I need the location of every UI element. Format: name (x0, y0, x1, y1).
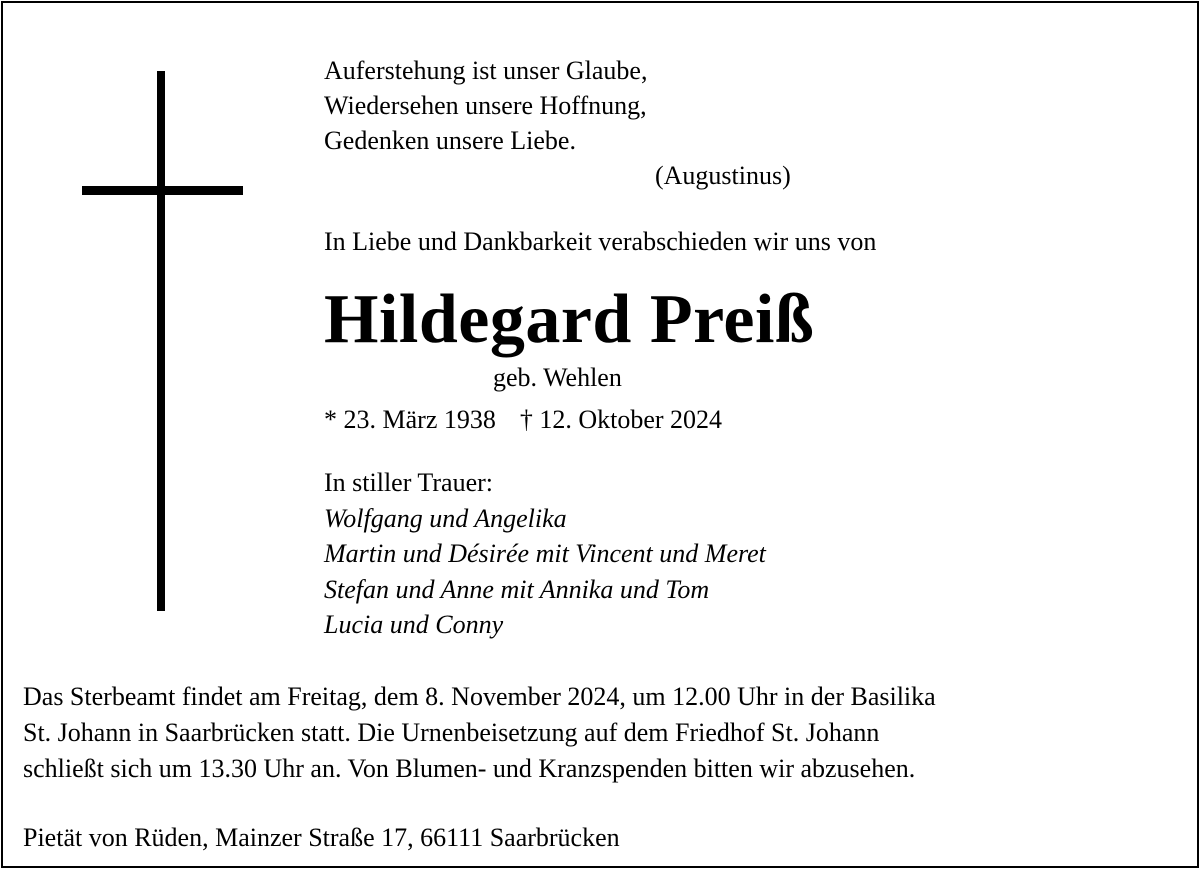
obituary-notice (1, 1, 1199, 868)
quote-attribution: (Augustinus) (655, 161, 791, 190)
cross-vertical-bar (157, 71, 165, 611)
maiden-name: geb. Wehlen (493, 363, 622, 392)
life-dates (324, 403, 722, 437)
funeral-home-address: Pietät von Rüden, Mainzer Straße 17, 66111 Saarbrücken (23, 823, 620, 852)
quote-line: Auferstehung ist unser Glaube, (324, 56, 648, 85)
quote-line: Wiedersehen unsere Hoffnung, (324, 91, 647, 120)
service-line: schließt sich um 13.30 Uhr an. Von Blumen- und Kranzspenden bitten wir abzusehen. (23, 754, 916, 783)
quote (324, 53, 647, 158)
mourner-entry: Lucia und Conny (324, 610, 504, 639)
death-date: † 12. Oktober 2024 (519, 405, 723, 434)
birth-date: * 23. März 1938 (324, 405, 496, 434)
intro-text: In Liebe und Dankbarkeit verabschieden wir uns von (324, 227, 877, 256)
quote-line: Gedenken unsere Liebe. (324, 126, 576, 155)
mourners (324, 465, 766, 643)
cross-horizontal-bar (82, 186, 243, 195)
mourner-entry: Martin und Désirée mit Vincent und Meret (324, 539, 766, 568)
service-line: Das Sterbeamt findet am Freitag, dem 8. November 2024, um 12.00 Uhr in der Basilika (23, 682, 936, 711)
service-information (23, 679, 1183, 787)
mourners-heading: In stiller Trauer: (324, 468, 493, 497)
mourner-entry: Wolfgang und Angelika (324, 503, 567, 533)
deceased-name: Hildegard Preiß (324, 281, 815, 358)
service-line: St. Johann in Saarbrücken statt. Die Urnenbeisetzung auf dem Friedhof St. Johann (23, 718, 880, 747)
mourner-entry: Stefan und Anne mit Annika und Tom (324, 574, 710, 604)
